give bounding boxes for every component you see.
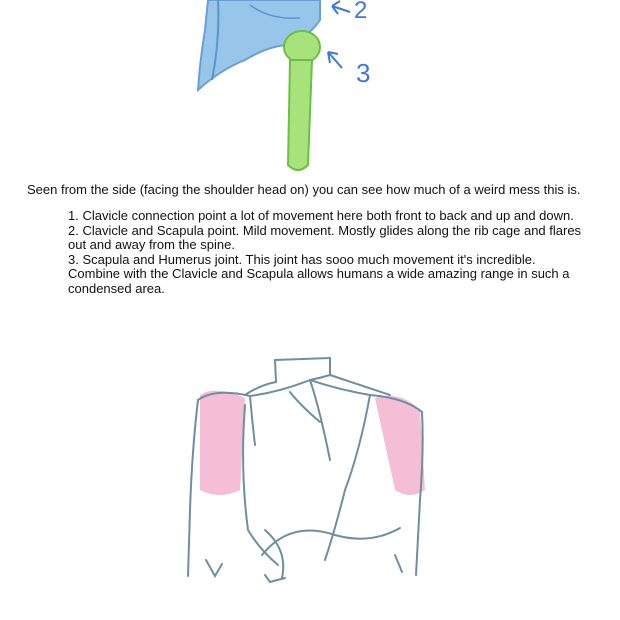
label-3: 3: [356, 58, 371, 88]
note-clavicle-scapula: 2. Clavicle and Scapula point. Mild movement. Mostly glides along the rib cage and flares out and away from the spine.: [68, 222, 582, 253]
joint-notes: [68, 209, 588, 297]
humerus-shape: [284, 31, 320, 170]
note-scapula-humerus: 3. Scapula and Humerus joint. This joint has sooo much movement it's incredible. Combine with the Clavicle and Scapula allows humans a wide amazing range in such a condensed area.: [68, 251, 570, 296]
shoulder-highlights: [200, 391, 425, 495]
torso-front-view-illustration: [170, 350, 440, 590]
label-2: 2: [354, 0, 368, 24]
label-arrow-3: [328, 52, 342, 68]
shoulder-side-view-illustration: [190, 0, 390, 180]
side-view-caption: Seen from the side (facing the shoulder head on) you can see how much of a weird mess this is.: [27, 182, 581, 197]
label-arrow-2: [332, 1, 350, 14]
note-clavicle-connection: 1. Clavicle connection point a lot of movement here both front to back and up and down.: [68, 208, 574, 223]
